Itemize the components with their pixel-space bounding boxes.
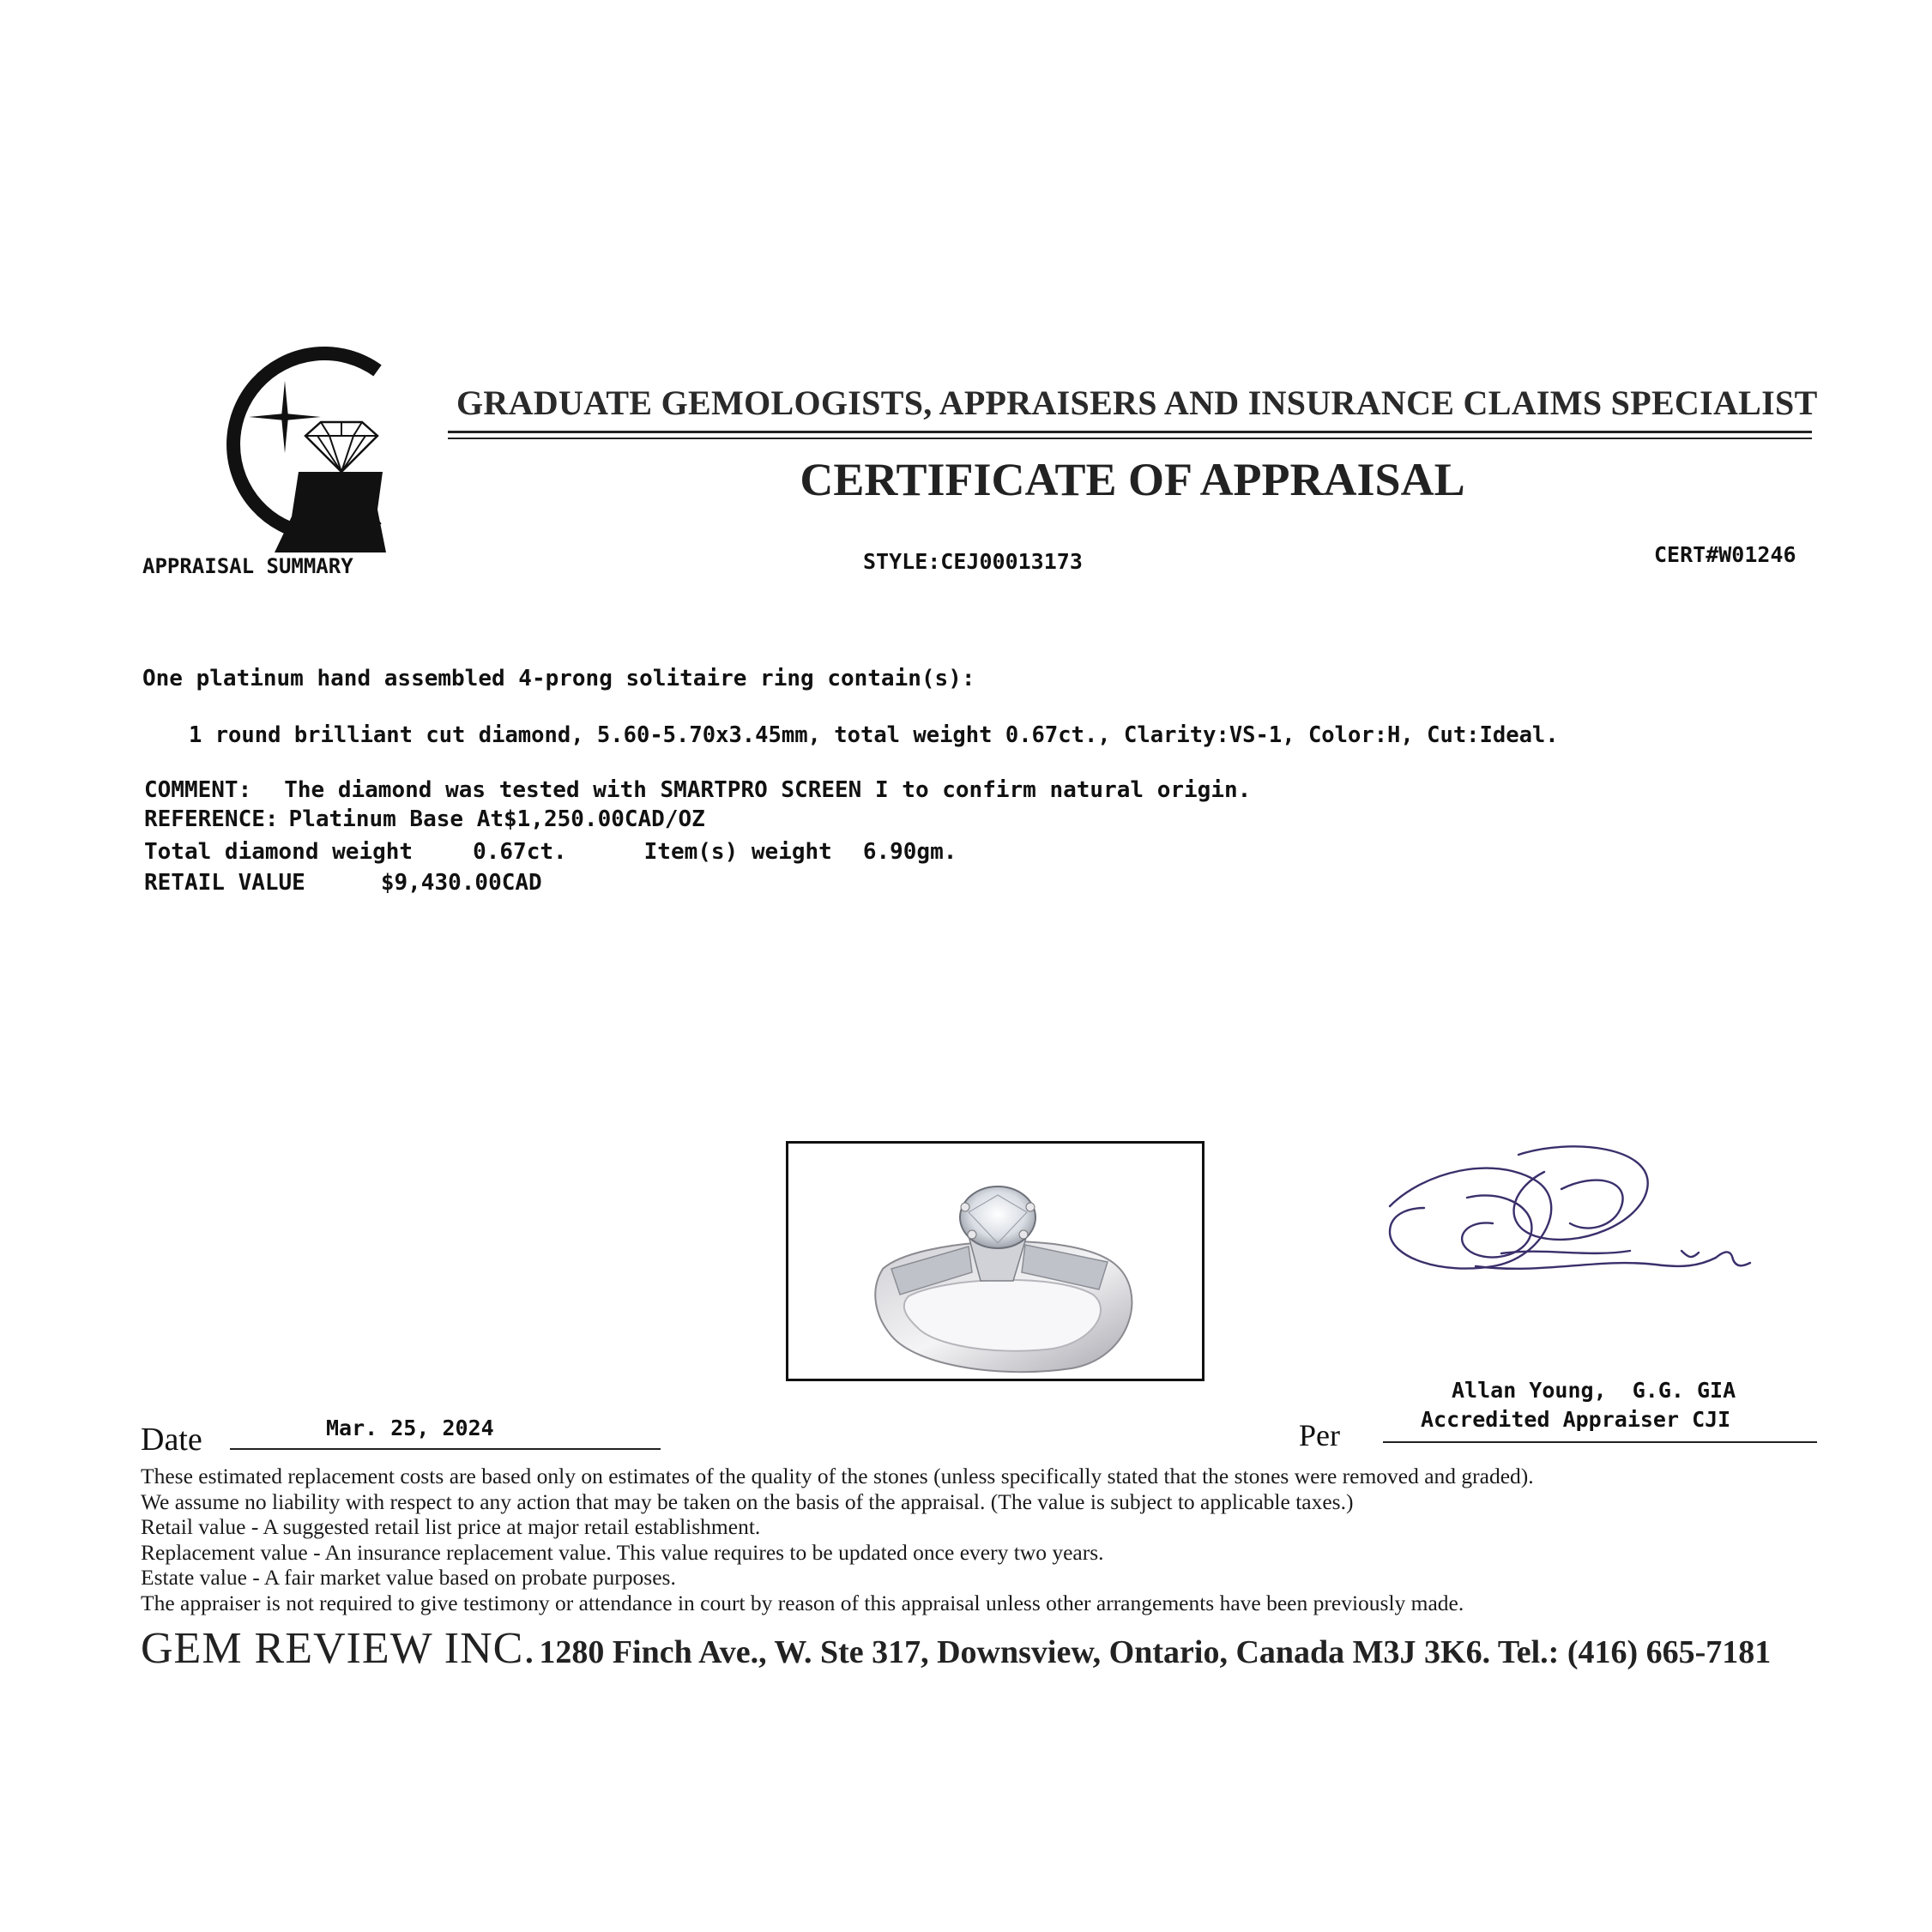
- appraiser-signature: [1373, 1138, 1802, 1292]
- disclaimer-line: The appraiser is not required to give testimony or attendance in court by reason of this appraisal unless other arrangements have been previously made.: [141, 1590, 1464, 1615]
- retail-row: [144, 870, 542, 896]
- footer: [141, 1623, 1771, 1674]
- disclaimer: [141, 1464, 1908, 1615]
- header-rule-top: [448, 431, 1812, 433]
- per-label: Per: [1299, 1418, 1340, 1452]
- disclaimer-line: Estate value - A fair market value based on probate purposes.: [141, 1565, 676, 1590]
- total-weight-value: 0.67ct.: [473, 839, 567, 865]
- comment-label: COMMENT:: [144, 777, 252, 803]
- headline-tagline: GRADUATE GEMOLOGISTS, APPRAISERS AND INSURANCE CLAIMS SPECIALIST: [456, 383, 1818, 422]
- disclaimer-line: These estimated replacement costs are based only on estimates of the quality of the stones (unless specifically stated that the stones were removed and graded).: [141, 1464, 1534, 1488]
- stone-description: 1 round brilliant cut diamond, 5.60-5.70x3.45mm, total weight 0.67ct., Clarity:VS-1, Color:H, Cut:Ideal.: [189, 722, 1559, 748]
- footer-company: GEM REVIEW INC.: [141, 1624, 536, 1673]
- reference-label: REFERENCE:: [144, 806, 279, 832]
- comment-row: [144, 777, 1251, 803]
- item-description: One platinum hand assembled 4-prong solitaire ring contain(s):: [142, 666, 975, 691]
- style-number: STYLE:CEJ00013173: [863, 549, 1083, 574]
- certificate-title: CERTIFICATE OF APPRAISAL: [800, 454, 1465, 505]
- reference-row: [144, 806, 705, 832]
- date-value: Mar. 25, 2024: [326, 1416, 494, 1440]
- disclaimer-line: Replacement value - An insurance replacement value. This value requires to be updated once every two years.: [141, 1539, 1104, 1565]
- footer-address: 1280 Finch Ave., W. Ste 317, Downsview, Ontario, Canada M3J 3K6. Tel.: (416) 665-7181: [539, 1634, 1772, 1670]
- weight-row: [144, 839, 957, 865]
- gem-review-logo: [196, 341, 401, 552]
- certificate-number: CERT#W01246: [1654, 542, 1796, 567]
- disclaimer-line: Retail value - A suggested retail list price at major retail establishment.: [141, 1514, 761, 1539]
- per-line: [1383, 1441, 1817, 1443]
- reference-text: Platinum Base At$1,250.00CAD/OZ: [288, 806, 705, 832]
- retail-value: $9,430.00CAD: [380, 870, 542, 896]
- appraiser-name: Allan Young, G.G. GIA: [1452, 1378, 1736, 1403]
- disclaimer-line: We assume no liability with respect to any action that may be taken on the basis of the appraisal. (The value is subject to applicable taxes.): [141, 1488, 1354, 1514]
- ring-photo: [786, 1141, 1204, 1381]
- appraiser-title: Accredited Appraiser CJI: [1421, 1407, 1731, 1432]
- item-weight-label: Item(s) weight: [643, 839, 832, 865]
- date-label: Date: [141, 1422, 202, 1458]
- retail-value-label: RETAIL VALUE: [144, 870, 305, 896]
- appraisal-summary-label: APPRAISAL SUMMARY: [142, 554, 353, 578]
- total-weight-label: Total diamond weight: [144, 839, 414, 865]
- item-weight-value: 6.90gm.: [862, 839, 957, 865]
- comment-text: The diamond was tested with SMARTPRO SCREEN I to confirm natural origin.: [284, 777, 1252, 803]
- ring-image: [788, 1144, 1202, 1379]
- header-rule-bottom: [448, 438, 1812, 439]
- date-line: [230, 1448, 661, 1450]
